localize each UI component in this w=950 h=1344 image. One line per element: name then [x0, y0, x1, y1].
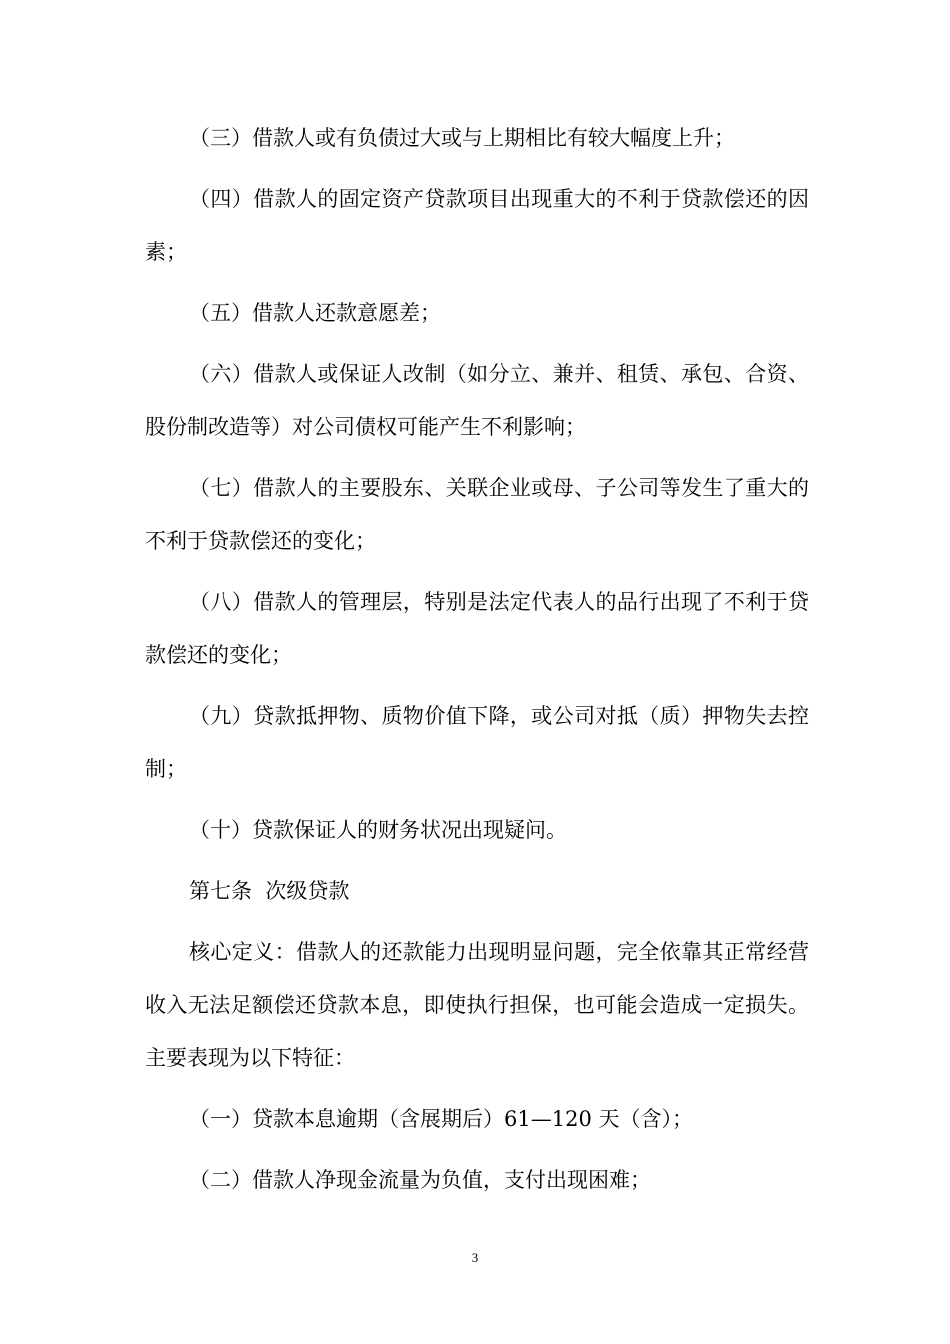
paragraph-item-3: （三）借款人或有负债过大或与上期相比有较大幅度上升；: [189, 126, 735, 150]
feature-item-2: （二）借款人净现金流量为负值，支付出现困难；: [189, 1168, 651, 1192]
paragraph-item-9: （九）贷款抵押物、质物价值下降，或公司对抵（质）押物失去控制；: [145, 704, 809, 781]
paragraph-item-6: （六）借款人或保证人改制（如分立、兼并、租赁、承包、合资、股份制改造等）对公司债权可能产生不利影响；: [145, 362, 809, 439]
paragraph-item-10: （十）贷款保证人的财务状况出现疑问。: [189, 818, 567, 842]
paragraph-item-7: （七）借款人的主要股东、关联企业或母、子公司等发生了重大的不利于贷款偿还的变化；: [145, 476, 809, 553]
paragraph-item-5: （五）借款人还款意愿差；: [189, 301, 441, 325]
document-body: [145, 112, 809, 1215]
page-number: 3: [471, 1250, 479, 1265]
feature-item-1: （一）贷款本息逾期（含展期后）61—120 天（含）；: [189, 1107, 693, 1131]
article-heading: 第七条 次级贷款: [189, 879, 350, 903]
paragraph-item-4: （四）借款人的固定资产贷款项目出现重大的不利于贷款偿还的因素；: [145, 187, 809, 264]
core-definition-paragraph: 核心定义：借款人的还款能力出现明显问题，完全依靠其正常经营收入无法足额偿还贷款本息，即使执行担保，也可能会造成一定损失。主要表现为以下特征：: [145, 940, 809, 1070]
paragraph-item-8: （八）借款人的管理层，特别是法定代表人的品行出现了不利于贷款偿还的变化；: [145, 590, 809, 667]
